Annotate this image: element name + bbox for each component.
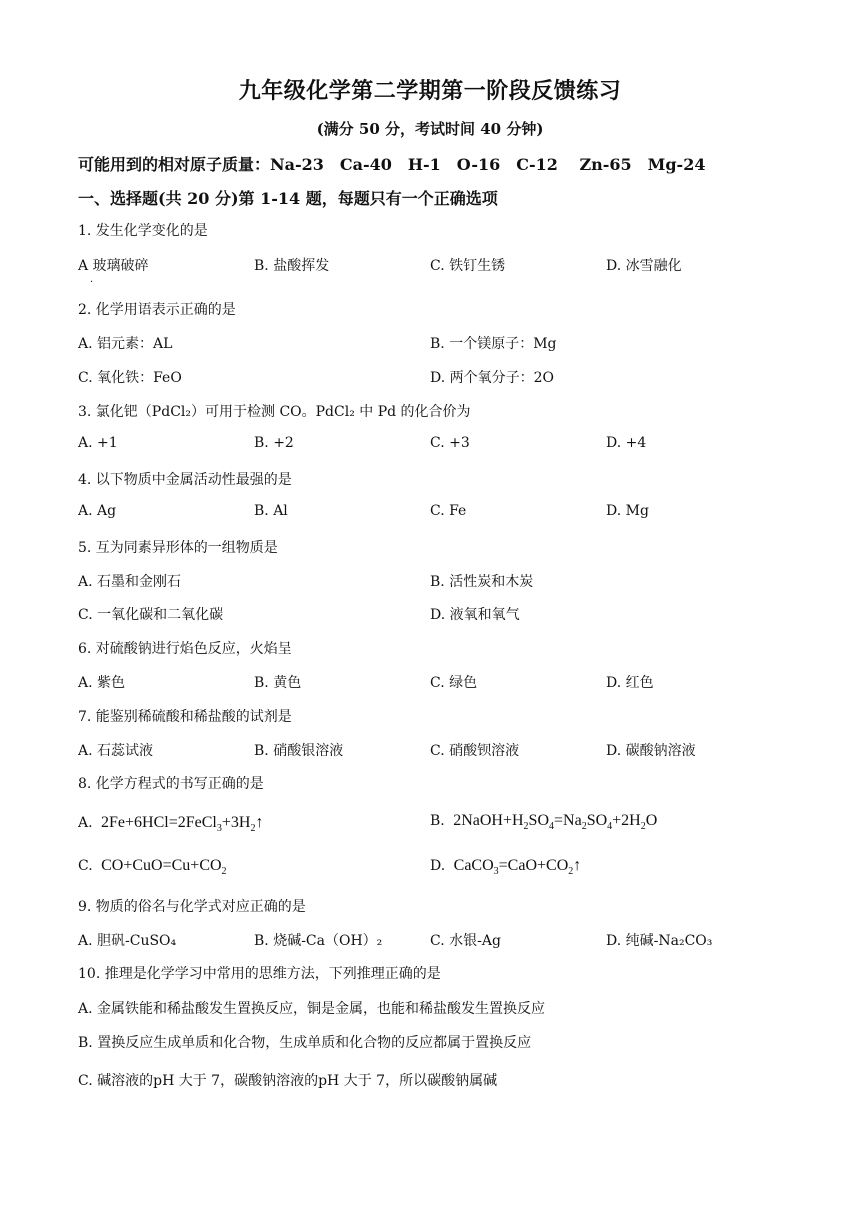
option-b: B. 活性炭和木炭 [430, 574, 534, 590]
exam-info: (满分 50 分，考试时间 40 分钟) [316, 120, 544, 138]
question-stem: 5. 互为同素异形体的一组物质是 [78, 540, 278, 556]
option-c: C. 一氧化碳和二氧化碳 [78, 607, 224, 623]
question-stem: 4. 以下物质中金属活动性最强的是 [78, 472, 292, 488]
option-a: A. 紫色 [78, 675, 126, 691]
option-d [430, 857, 581, 877]
options-row [78, 853, 798, 879]
option-b: B. 黄色 [254, 675, 302, 691]
option-letter: D. [430, 858, 446, 874]
option-d: D. 冰雪融化 [606, 258, 682, 274]
page-title: 九年级化学第二学期第一阶段反馈练习 [238, 78, 622, 104]
question-stem: 2. 化学用语表示正确的是 [78, 302, 236, 318]
options-row [78, 333, 798, 355]
option-a: A. 金属铁能和稀盐酸发生置换反应，铜是金属，也能和稀盐酸发生置换反应 [78, 1001, 546, 1017]
option-c: C. 硝酸钡溶液 [430, 743, 520, 759]
option-a: A. 石蕊试液 [78, 743, 154, 759]
option-letter: A. [78, 815, 93, 831]
option-a: A. Ag [78, 503, 117, 519]
options-row [78, 435, 798, 457]
options-row [78, 571, 798, 593]
option-c [78, 857, 227, 877]
option-c: C. Fe [430, 503, 467, 519]
equation-b: $2NaOH+H_2SO_4=Na_2SO_4+2H_2O$ [449, 812, 658, 833]
equation-c: $CO+CuO=Cu+CO_2$ [97, 857, 227, 878]
option-a: A. 胆矾-CuSO₄ [78, 933, 177, 949]
question-stem: 8. 化学方程式的书写正确的是 [78, 776, 264, 792]
option-d: D. Mg [606, 503, 649, 519]
section-heading: 一、选择题(共 20 分)第 1-14 题，每题只有一个正确选项 [78, 189, 498, 208]
option-a [78, 814, 263, 834]
option-d: D. 液氧和氧气 [430, 607, 520, 623]
option-c: C. 氧化铁：FeO [78, 370, 182, 386]
options-row [78, 367, 798, 389]
options-row [78, 740, 798, 762]
option-d: D. +4 [606, 435, 647, 451]
option-c: C. +3 [430, 435, 470, 451]
option-b: B. 一个镁原子：Mg [430, 336, 557, 352]
option-c: C. 铁钉生锈 [430, 258, 506, 274]
question-stem: 7. 能鉴别稀硫酸和稀盐酸的试剂是 [78, 709, 292, 725]
option-d: D. 红色 [606, 675, 654, 691]
question-stem: 9. 物质的俗名与化学式对应正确的是 [78, 899, 306, 915]
option-d: D. 碳酸钠溶液 [606, 743, 696, 759]
options-row [78, 930, 798, 952]
options-row [78, 255, 798, 277]
options-row [78, 604, 798, 626]
question-stem: 3. 氯化钯（PdCl₂）可用于检测 CO。PdCl₂ 中 Pd 的化合价为 [78, 404, 471, 420]
option-b: B. 置换反应生成单质和化合物，生成单质和化合物的反应都属于置换反应 [78, 1035, 532, 1051]
option-c: C. 水银-Ag [430, 933, 501, 949]
option-b: B. 硝酸银溶液 [254, 743, 344, 759]
atomic-masses: 可能用到的相对原子质量：Na-23 Ca-40 H-1 O-16 C-12 Zn-65 Mg-24 [78, 155, 706, 174]
dot-mark: · [90, 277, 94, 288]
option-b: B. 盐酸挥发 [254, 258, 330, 274]
equation-d: $CaCO_3=CaO+CO_2↑$ [449, 857, 582, 878]
option-b: B. Al [254, 503, 288, 519]
option-d: D. 纯碱-Na₂CO₃ [606, 933, 713, 949]
option-a: A. +1 [78, 435, 118, 451]
options-row [78, 672, 798, 694]
option-b: B. +2 [254, 435, 294, 451]
option-a: A. 铝元素：AL [78, 336, 173, 352]
option-c: C. 碱溶液的pH 大于 7，碳酸钠溶液的pH 大于 7，所以碳酸钠属碱 [78, 1073, 498, 1089]
option-c: C. 绿色 [430, 675, 478, 691]
question-stem: 1. 发生化学变化的是 [78, 223, 208, 239]
option-a: A 玻璃破碎 [78, 258, 149, 274]
option-letter: B. [430, 813, 445, 829]
option-b [430, 812, 657, 832]
option-letter: C. [78, 858, 93, 874]
equation-a: $2Fe+6HCl=2FeCl_3+3H_2↑$ [97, 814, 264, 835]
options-row [78, 503, 798, 525]
question-stem: 6. 对硫酸钠进行焰色反应，火焰呈 [78, 641, 292, 657]
option-a: A. 石墨和金刚石 [78, 574, 182, 590]
option-b: B. 烧碱-Ca（OH）₂ [254, 933, 383, 949]
option-d: D. 两个氧分子：2O [430, 370, 555, 386]
question-stem: 10. 推理是化学学习中常用的思维方法，下列推理正确的是 [78, 966, 441, 982]
options-row [78, 810, 798, 836]
